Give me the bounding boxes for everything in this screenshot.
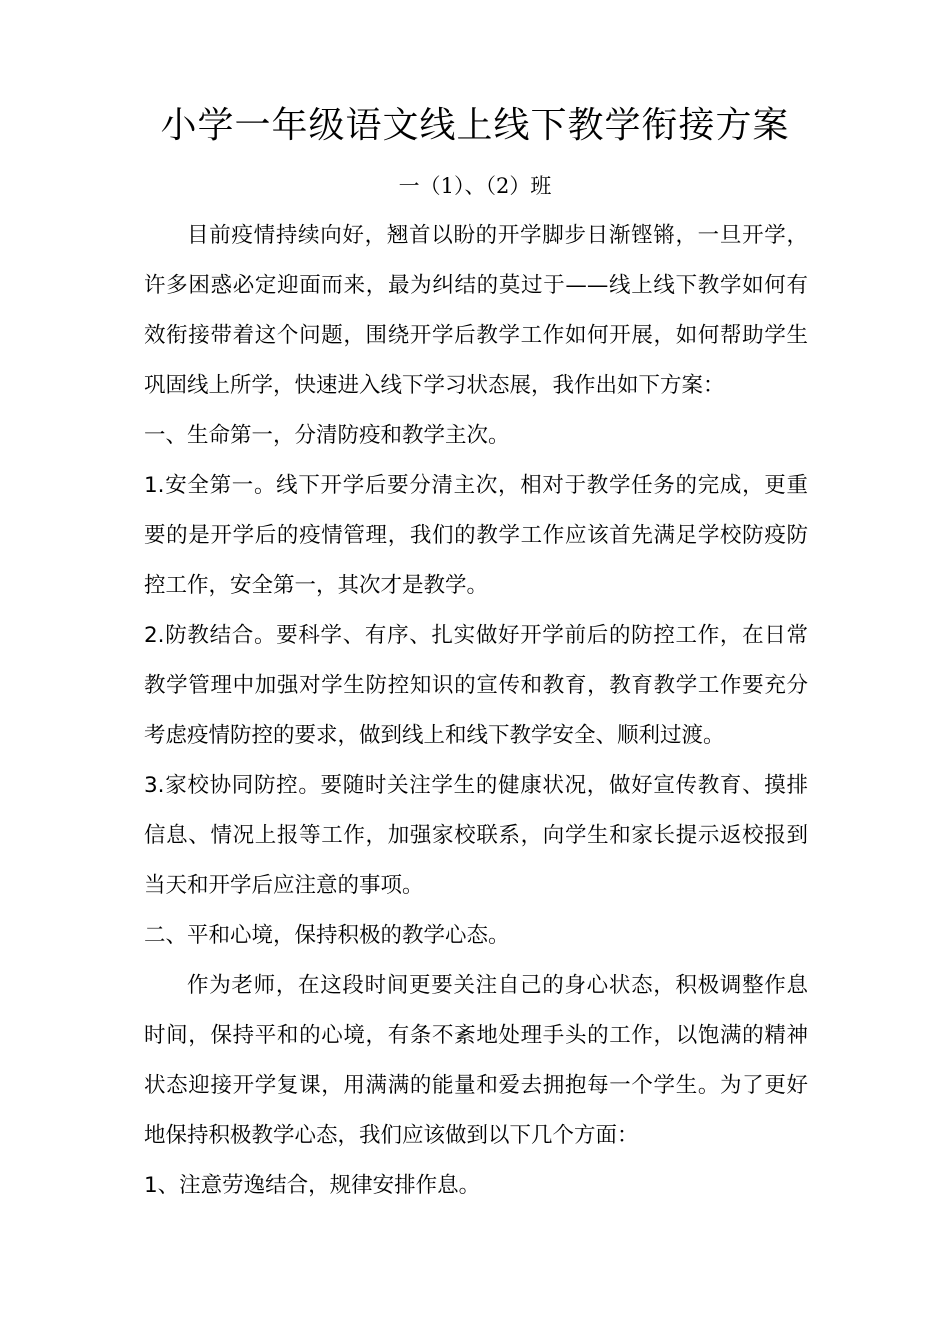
list-item-home-school: 3.家校协同防控。要随时关注学生的健康状况，做好宣传教育、摸排信息、情况上报等工作，加强家校联系，向学生和家长提示返校报到当天和开学后应注意的事项。	[144, 773, 808, 898]
list-item-rest-schedule: 1、注意劳逸结合，规律安排作息。	[144, 1173, 481, 1198]
list-item-prevention-teaching: 2.防教结合。要科学、有序、扎实做好开学前后的防控工作，在日常教学管理中加强对学生防控知识的宣传和教育，教育教学工作要充分考虑疫情防控的要求，做到线上和线下教学安全、顺利过渡。	[144, 623, 808, 748]
section-heading-2: 二、平和心境，保持积极的教学心态。	[144, 923, 510, 948]
intro-paragraph: 目前疫情持续向好，翘首以盼的开学脚步日渐铿锵，一旦开学，许多困惑必定迎面而来，最为纠结的莫过于——线上线下教学如何有效衔接带着这个问题，围绕开学后教学工作如何开展，如何帮助学生巩固线上所学，快速进入线下学习状态展，我作出如下方案：	[144, 223, 808, 398]
teacher-mindset-paragraph: 作为老师，在这段时间更要关注自己的身心状态，积极调整作息时间，保持平和的心境，有条不紊地处理手头的工作，以饱满的精神状态迎接开学复课，用满满的能量和爱去拥抱每一个学生。为了更好地保持积极教学心态，我们应该做到以下几个方面：	[144, 973, 808, 1148]
document-title: 小学一年级语文线上线下教学衔接方案	[160, 105, 790, 146]
document-body	[144, 211, 808, 1211]
section-heading-1: 一、生命第一，分清防疫和教学主次。	[144, 423, 510, 448]
list-item-safety-first: 1.安全第一。线下开学后要分清主次，相对于教学任务的完成，更重要的是开学后的疫情管理，我们的教学工作应该首先满足学校防疫防控工作，安全第一，其次才是教学。	[144, 473, 808, 598]
document-subtitle: 一（1）、（2）班	[398, 174, 552, 198]
